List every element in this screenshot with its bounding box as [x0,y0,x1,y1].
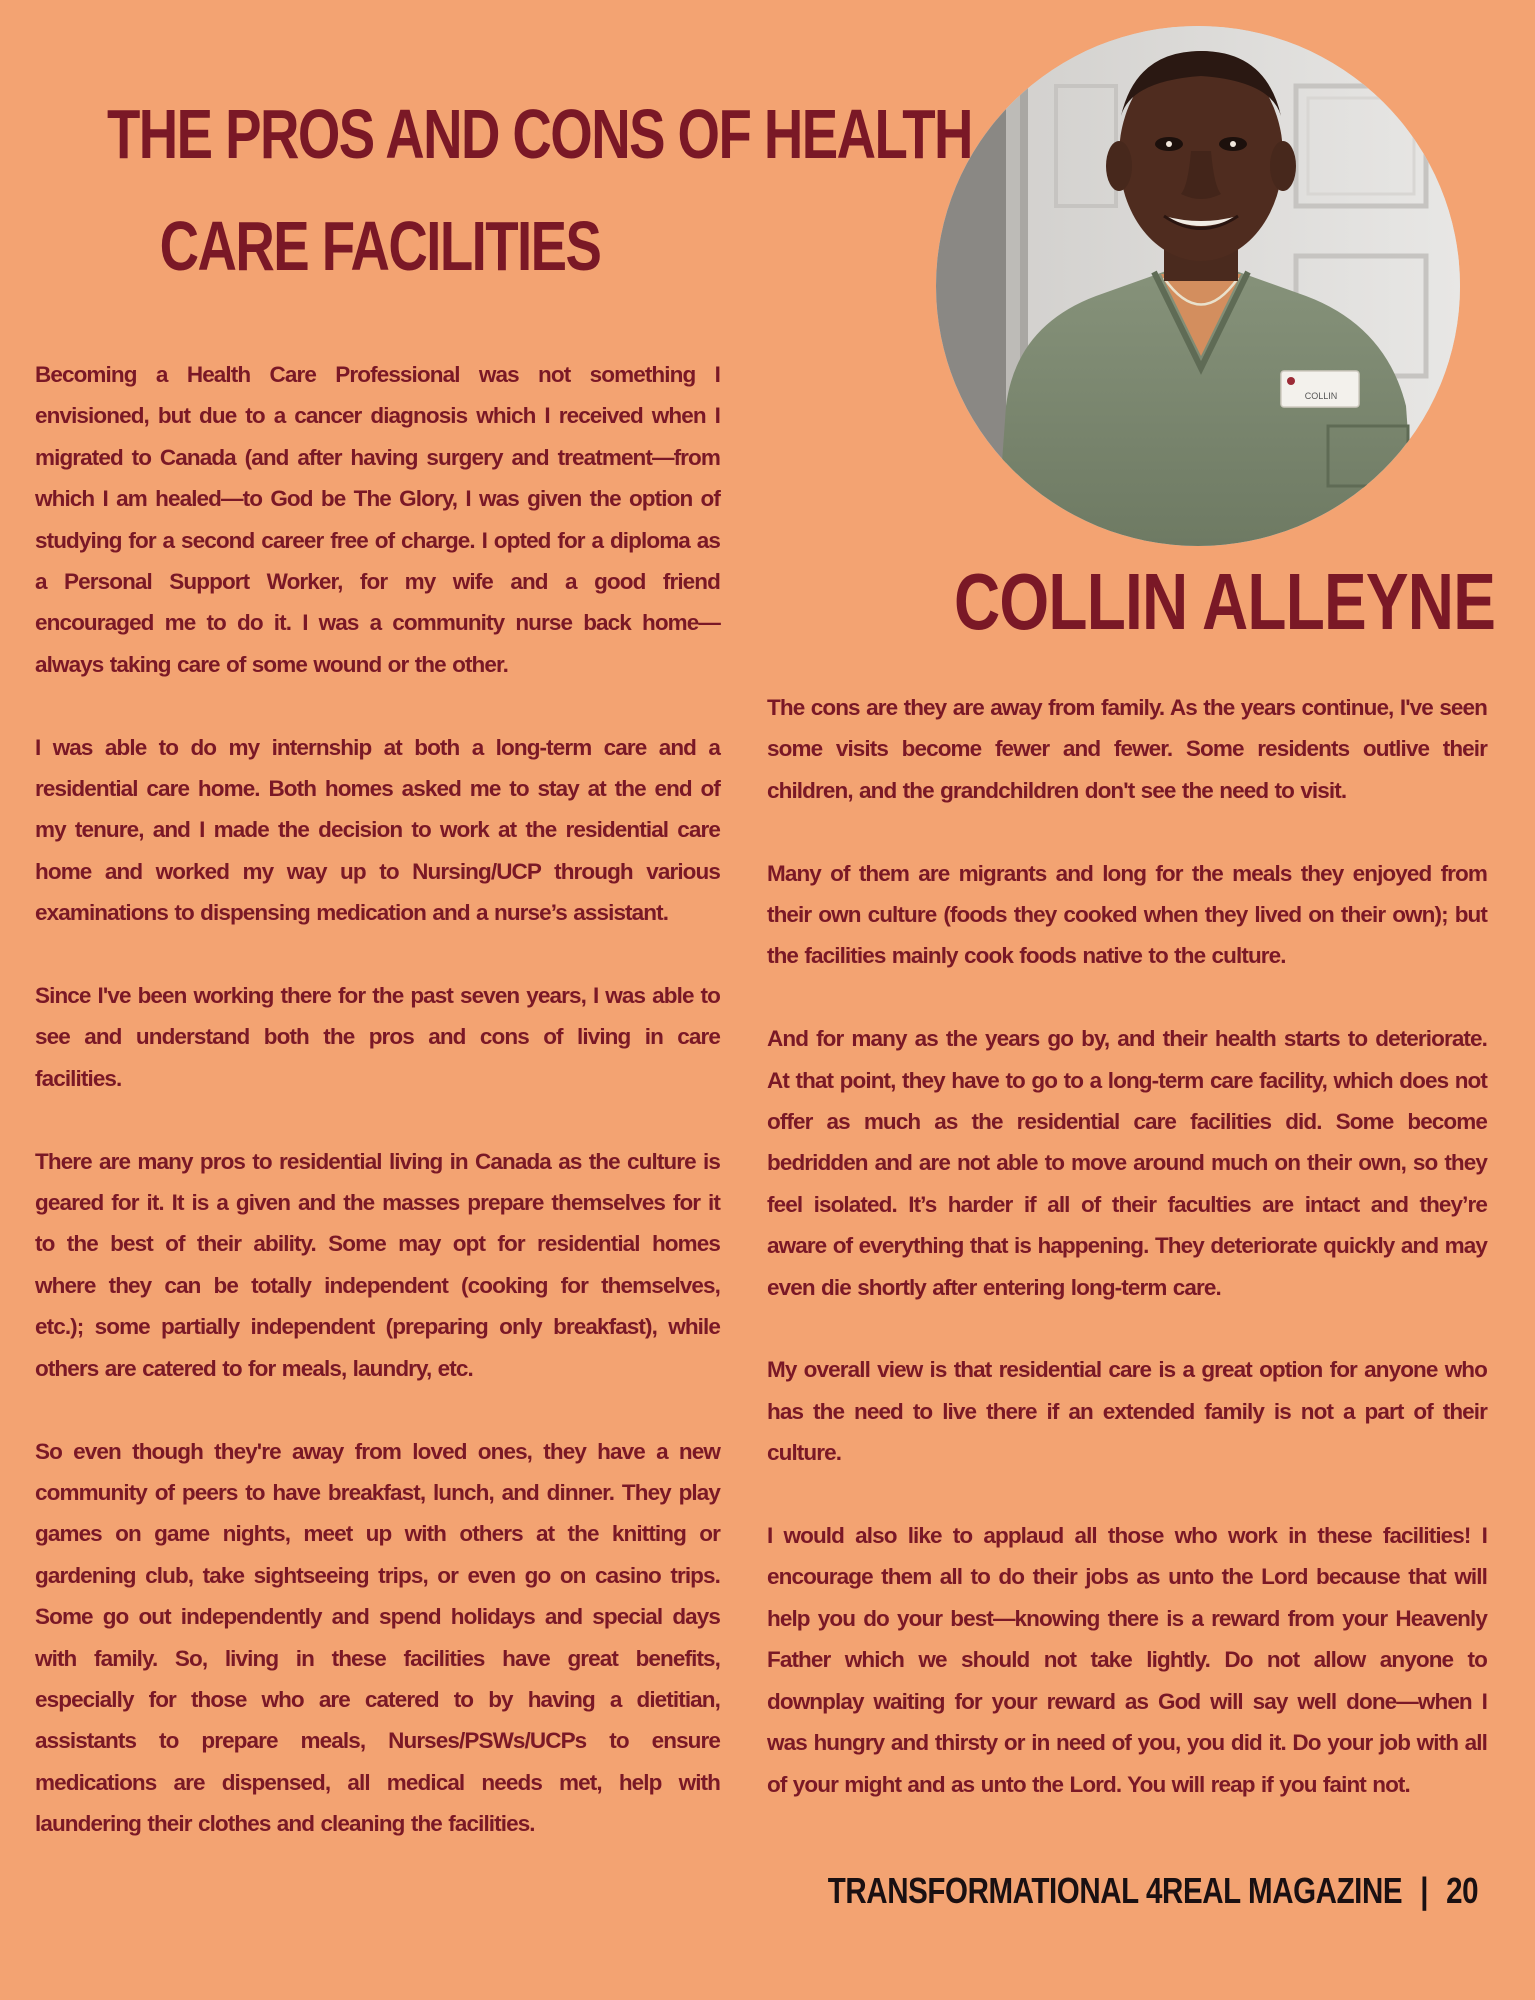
page-number: 20 [1445,1870,1478,1911]
left-paragraph-3: Since I've been working there for the past seven years, I was able to see and understand both the pros and cons of living in care facilities. [35,983,720,1091]
left-column [35,354,720,1886]
left-paragraph-2: I was able to do my internship at both a long-term care and a residential care home. Both homes asked me to stay at the end of my tenure, and I made the decision to work at the residential care home and worked my way up to Nursing/UCP through various examinations to dispensing medication and a nurse’s assistant. [35,734,720,926]
right-paragraph-5: I would also like to applaud all those who work in these facilities! I encourage them all to do their jobs as unto the Lord because that will help you do your best—knowing there is a reward from your Heavenly Father which we should not take lightly. Do not allow anyone to downplay waiting for your reward as God will say well done—when I was hungry and thirsty or in need of you, you did it. Do your job with all of your might and as unto the Lord. You will reap if you faint not. [767,1523,1487,1797]
left-paragraph-1: Becoming a Health Care Professional was not something I envisioned, but due to a cancer diagnosis which I received when I migrated to Canada (and after having surgery and treatment—from which I am healed—to God be The Glory, I was given the option of studying for a second career free of charge. I opted for a diploma as a Personal Support Worker, for my wife and a good friend encouraged me to do it. I was a community nurse back home—always taking care of some wound or the other. [35,362,720,677]
author-photo [936,26,1460,546]
page-footer [828,1866,1478,1916]
article-title [107,78,972,302]
right-paragraph-2: Many of them are migrants and long for the meals they enjoyed from their own culture (foods they cooked when they lived on their own); but the facilities mainly cook foods native to the culture. [767,860,1487,969]
right-paragraph-3: And for many as the years go by, and their health starts to deteriorate. At that point, they have to go to a long-term care facility, which does not offer as much as the residential care facilities did. Some become bedridden and are not able to move around much on their own, so they feel isolated. It’s harder if all of their faculties are intact and they’re aware of everything that is happening. They deteriorate quickly and may even die shortly after entering long-term care. [767,1026,1487,1300]
author-name: COLLIN ALLEYNE [954,557,1496,646]
right-paragraph-4: My overall view is that residential care is a great option for anyone who has the need to live there if an extended family is not a part of their culture. [767,1357,1487,1466]
footer-separator: | [1420,1870,1428,1911]
author-portrait-image [936,26,1460,546]
name-badge: COLLIN [1304,391,1338,401]
title-line-1: THE PROS AND CONS OF HEALTH [107,95,972,173]
right-column [767,687,1487,1846]
left-paragraph-5: So even though they're away from loved ones, they have a new community of peers to have breakfast, lunch, and dinner. They play games on game nights, meet up with others at the knitting or gardening club, take sightseeing trips, or even go on casino trips. Some go out independently and spend holidays and special days with family. So, living in these facilities have great benefits, especially for those who are catered to by having a dietitian, assistants to prepare meals, Nurses/PSWs/UCPs to ensure medications are dispensed, all medical needs met, help with laundering their clothes and cleaning the facilities. [35,1438,720,1837]
title-line-2: CARE FACILITIES [159,207,601,285]
right-paragraph-1: The cons are they are away from family. As the years continue, I've seen some visits become fewer and fewer. Some residents outlive their children, and the grandchildren don't see the need to visit. [767,695,1487,803]
magazine-name: TRANSFORMATIONAL 4REAL MAGAZINE [827,1870,1403,1911]
left-paragraph-4: There are many pros to residential living in Canada as the culture is geared for it. It is a given and the masses prepare themselves for it to the best of their ability. Some may opt for residential homes where they can be totally independent (cooking for themselves, etc.); some partially independent (preparing only breakfast), while others are catered to for meals, laundry, etc. [35,1148,720,1381]
